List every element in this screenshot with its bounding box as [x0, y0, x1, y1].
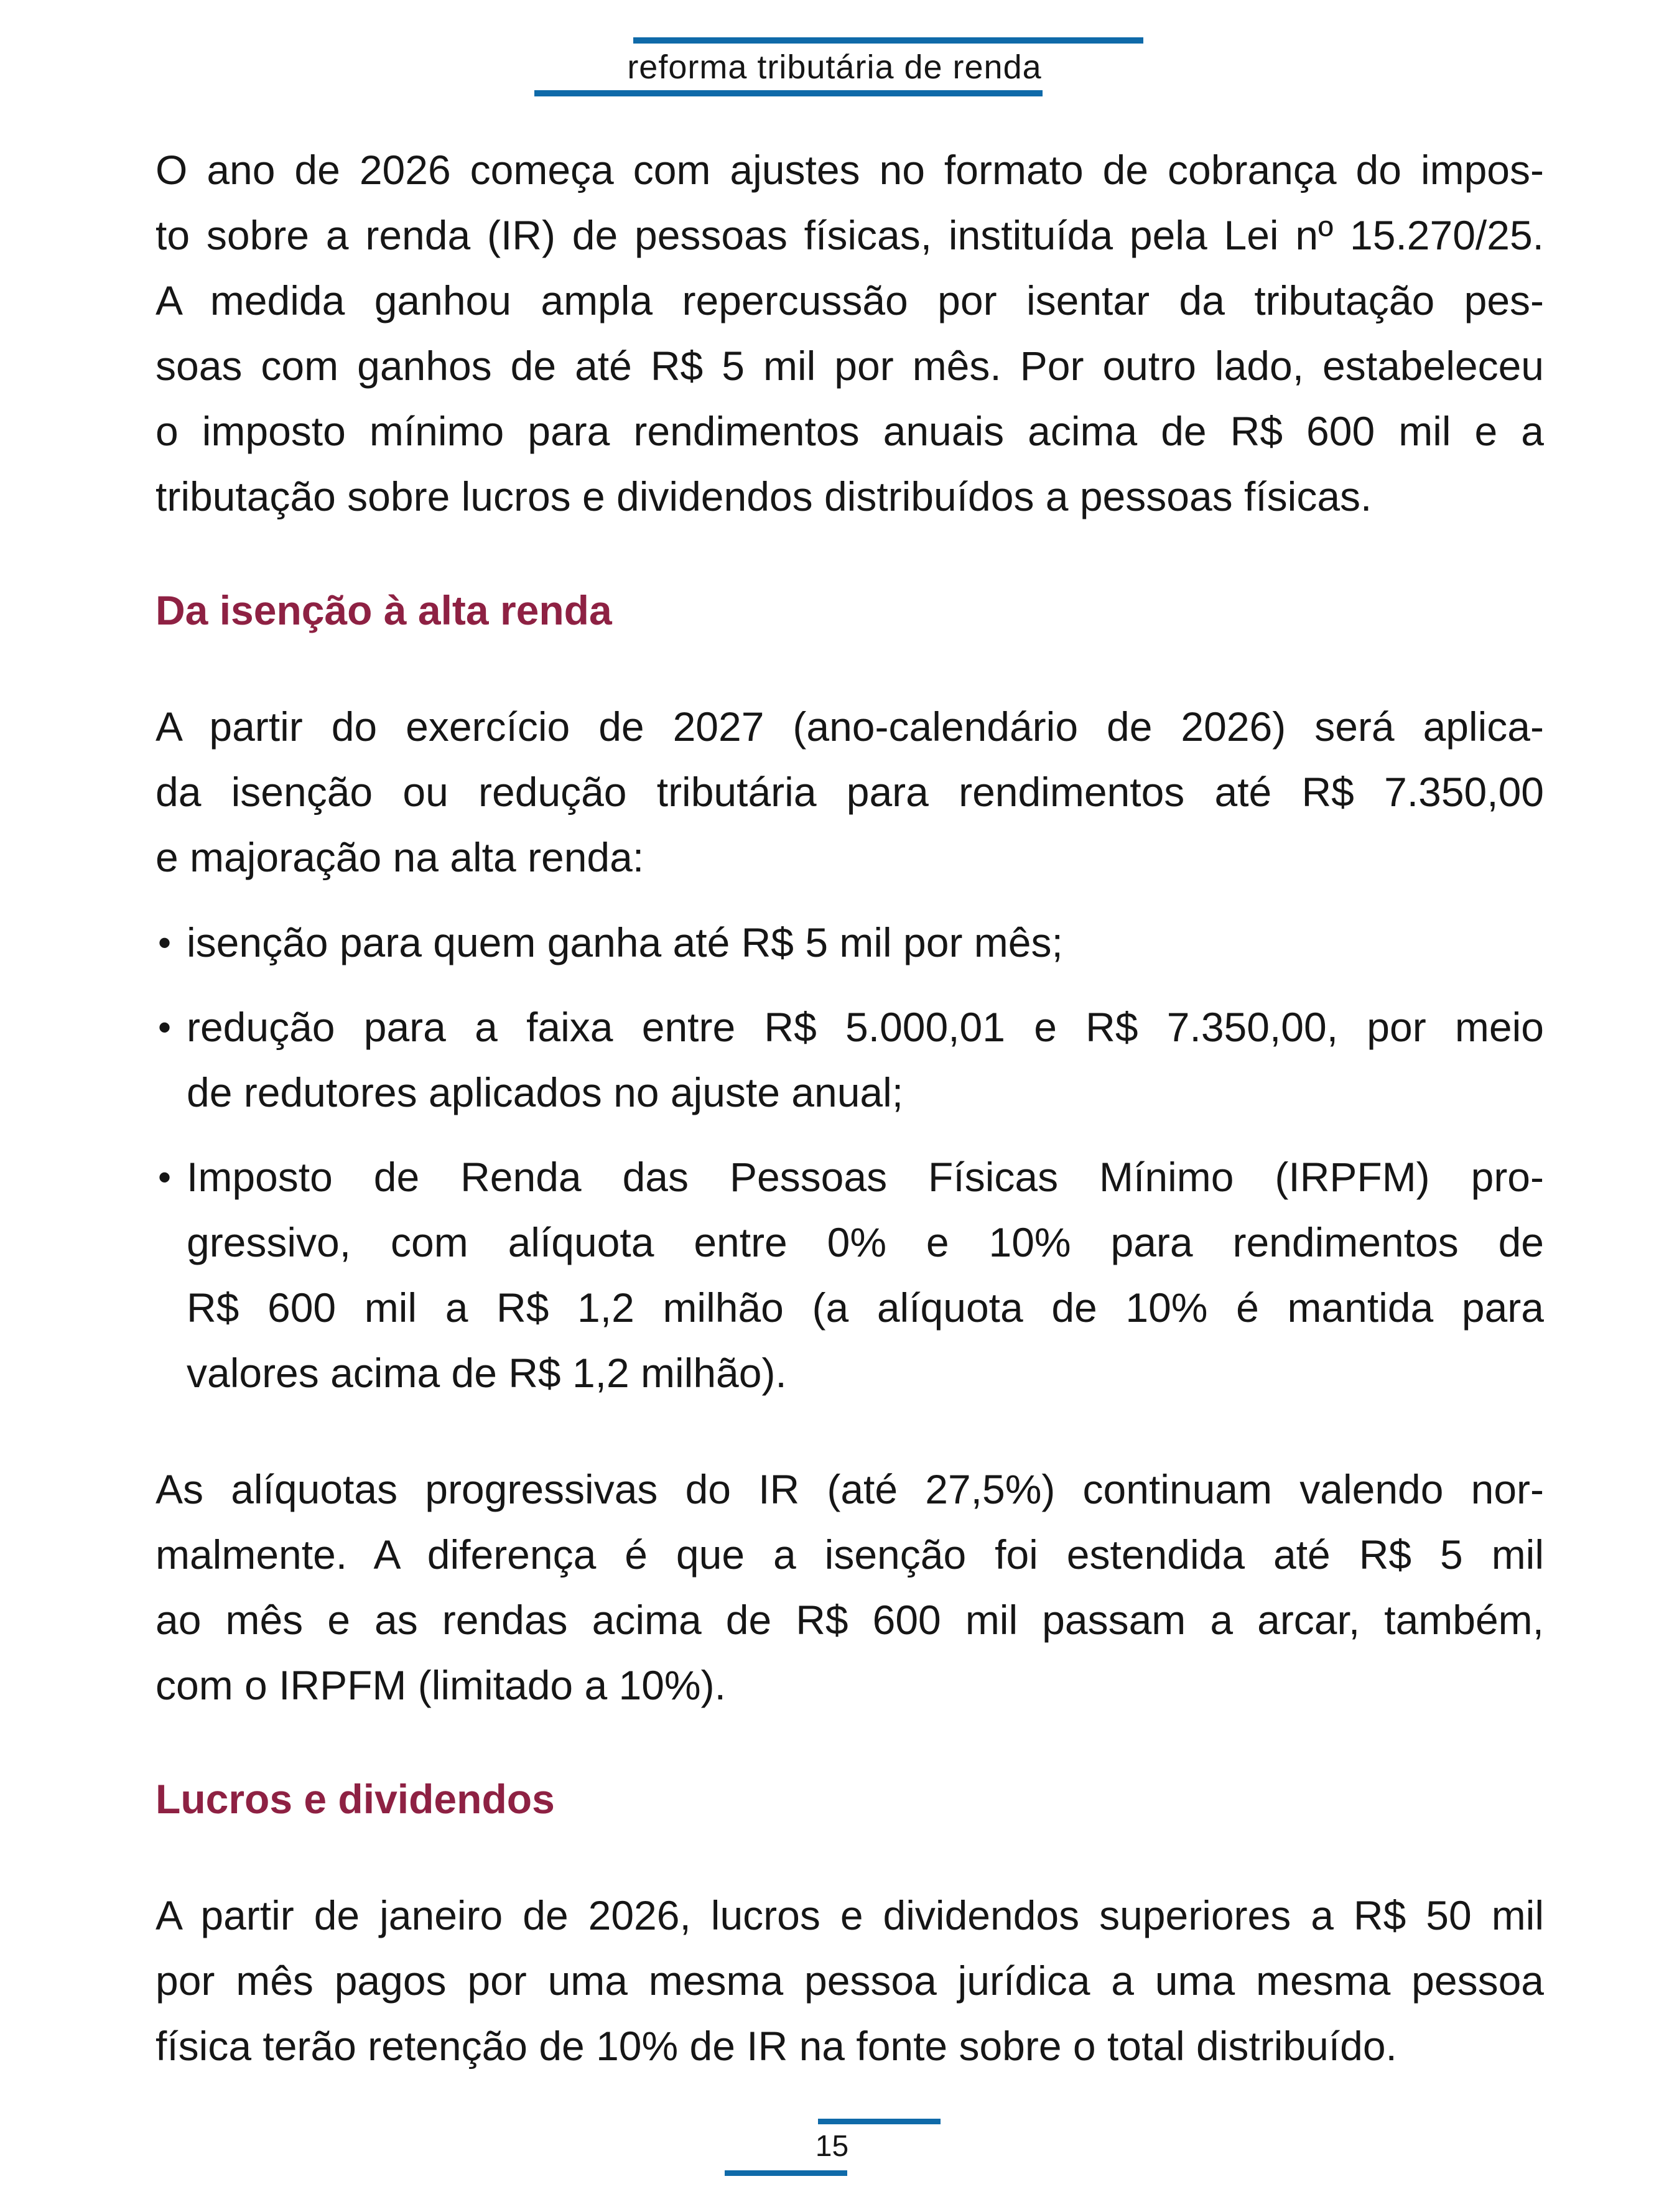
page-header-title: reforma tributária de renda — [627, 49, 1042, 86]
text-line: o imposto mínimo para rendimentos anuais acima de R$ 600 mil e a — [156, 408, 1544, 454]
paragraph — [156, 1457, 1544, 1718]
bullet-item — [156, 910, 1544, 975]
bullet-item — [156, 1145, 1544, 1406]
paragraph — [156, 694, 1544, 890]
text-line: O ano de 2026 começa com ajustes no formato de cobrança do impos- — [156, 147, 1544, 193]
text-line: R$ 600 mil a R$ 1,2 milhão (a alíquota de 10% é mantida para — [187, 1285, 1544, 1331]
bullet-list — [156, 910, 1544, 1406]
text-line: As alíquotas progressivas do IR (até 27,5%) continuam valendo nor- — [156, 1466, 1544, 1512]
section-heading: Da isenção à alta renda — [156, 587, 612, 633]
text-line: soas com ganhos de até R$ 5 mil por mês. Por outro lado, estabeleceu — [156, 343, 1544, 389]
text-line: redução para a faixa entre R$ 5.000,01 e R$ 7.350,00, por meio — [187, 1004, 1544, 1050]
text-line: tributação sobre lucros e dividendos distribuídos a pessoas físicas. — [156, 473, 1372, 519]
paragraph — [156, 137, 1544, 529]
text-line: A partir do exercício de 2027 (ano-calendário de 2026) será aplica- — [156, 704, 1544, 750]
text-line: Imposto de Renda das Pessoas Físicas Mínimo (IRPFM) pro- — [187, 1154, 1544, 1200]
text-line: A partir de janeiro de 2026, lucros e dividendos superiores a R$ 50 mil — [156, 1892, 1544, 1938]
text-line: gressivo, com alíquota entre 0% e 10% para rendimentos de — [187, 1219, 1544, 1265]
article-body — [156, 137, 1544, 2079]
footer-rule-top — [818, 2119, 941, 2124]
bullet-text — [187, 910, 1544, 975]
text-line: e majoração na alta renda: — [156, 834, 644, 880]
bullet-icon: • — [158, 922, 172, 964]
text-line: malmente. A diferença é que a isenção foi estendida até R$ 5 mil — [156, 1531, 1544, 1578]
text-line: com o IRPFM (limitado a 10%). — [156, 1662, 726, 1708]
text-line: de redutores aplicados no ajuste anual; — [187, 1069, 904, 1115]
bullet-icon: • — [158, 1006, 172, 1048]
paragraph — [156, 1883, 1544, 2079]
text-line: ao mês e as rendas acima de R$ 600 mil passam a arcar, também, — [156, 1597, 1544, 1643]
footer-rule-bottom — [725, 2170, 847, 2176]
text-line: por mês pagos por uma mesma pessoa jurídica a uma mesma pessoa — [156, 1958, 1544, 2004]
bullet-item — [156, 995, 1544, 1125]
text-line: valores acima de R$ 1,2 milhão). — [187, 1350, 787, 1396]
bullet-text — [187, 995, 1544, 1125]
bullet-text — [187, 1145, 1544, 1406]
header-rule-top — [633, 37, 1143, 44]
text-line: da isenção ou redução tributária para rendimentos até R$ 7.350,00 — [156, 769, 1544, 815]
text-line: A medida ganhou ampla repercussão por isentar da tributação pes- — [156, 277, 1544, 323]
text-line: isenção para quem ganha até R$ 5 mil por mês; — [187, 919, 1063, 965]
section-heading: Lucros e dividendos — [156, 1776, 555, 1822]
header-rule-bottom — [534, 90, 1043, 96]
text-line: to sobre a renda (IR) de pessoas físicas, instituída pela Lei nº 15.270/25. — [156, 212, 1544, 258]
bullet-icon: • — [158, 1156, 172, 1198]
page-number: 15 — [815, 2130, 849, 2163]
text-line: física terão retenção de 10% de IR na fonte sobre o total distribuído. — [156, 2023, 1397, 2069]
